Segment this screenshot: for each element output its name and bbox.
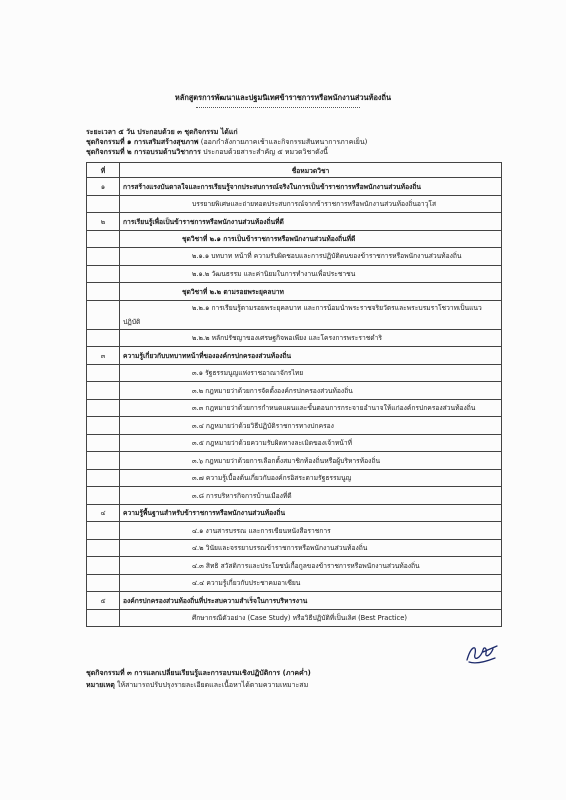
row-number	[87, 522, 120, 540]
table-row	[87, 557, 502, 575]
row-number	[87, 300, 120, 329]
row-subject: ๓.๗ ความรู้เบื้องต้นเกี่ยวกับองค์กรอิสระตามรัฐธรรมนูญ	[120, 469, 502, 487]
table-row	[87, 609, 502, 627]
curriculum-table	[86, 162, 502, 627]
row-subject: ๓.๑ รัฐธรรมนูญแห่งราชอาณาจักรไทย	[120, 364, 502, 382]
row-number	[87, 382, 120, 400]
table-row	[87, 417, 502, 435]
table-row	[87, 283, 502, 301]
intro-duration-text: ระยะเวลา ๕ วัน ประกอบด้วย ๓ ชุดกิจกรรม ได้แก่	[86, 128, 238, 136]
table-row	[87, 230, 502, 248]
table-row	[87, 178, 502, 196]
row-subject: การสร้างแรงบันดาลใจและการเรียนรู้จากประสบการณ์จริงในการเป็นข้าราชการหรือพนักงานส่วนท้องถิ่น	[120, 178, 502, 196]
row-number	[87, 399, 120, 417]
table-row	[87, 452, 502, 470]
row-subject: ๓.๔ กฎหมายว่าด้วยวิธีปฏิบัติราชการทางปกครอง	[120, 417, 502, 435]
table-header-row	[87, 163, 502, 178]
row-subject: ๒.๒.๑ การเรียนรู้ตามรอยพระยุคลบาท และการน้อมนำพระราชจริยวัตรและพระบรมราโชวาทเป็นแนวปฏิบัติ	[120, 300, 502, 329]
activity-3	[86, 668, 311, 679]
remark-label: หมายเหตุ	[86, 681, 115, 689]
header-number: ที่	[87, 163, 120, 178]
table-row	[87, 504, 502, 522]
row-subject: ชุดวิชาที่ ๒.๑ การเป็นข้าราชการหรือพนักงานส่วนท้องถิ่นที่ดี	[120, 230, 502, 248]
table-row	[87, 300, 502, 329]
row-subject: ๓.๕ กฎหมายว่าด้วยความรับผิดทางละเมิดของเจ้าหน้าที่	[120, 434, 502, 452]
activity-2-label: ชุดกิจกรรมที่ ๒ การอบรมด้านวิชาการ	[86, 148, 201, 156]
row-subject: ๓.๘ การบริหารกิจการบ้านเมืองที่ดี	[120, 487, 502, 505]
table-row	[87, 574, 502, 592]
intro-activity-2	[86, 147, 328, 158]
table-row	[87, 195, 502, 213]
row-subject: ๓.๒ กฎหมายว่าด้วยการจัดตั้งองค์กรปกครองส่วนท้องถิ่น	[120, 382, 502, 400]
table-row	[87, 265, 502, 283]
row-number	[87, 230, 120, 248]
row-number: ๒	[87, 213, 120, 231]
row-number	[87, 452, 120, 470]
row-number: ๕	[87, 592, 120, 610]
row-number: ๓	[87, 347, 120, 365]
table-row	[87, 469, 502, 487]
table-row	[87, 248, 502, 266]
row-number	[87, 434, 120, 452]
table-row	[87, 539, 502, 557]
remark	[86, 680, 308, 691]
activity-1-label: ชุดกิจกรรมที่ ๑ การเสริมสร้างสุขภาพ	[86, 138, 199, 146]
row-subject: ๔.๓ สิทธิ สวัสดิการและประโยชน์เกื้อกูลของข้าราชการหรือพนักงานส่วนท้องถิ่น	[120, 557, 502, 575]
row-number	[87, 609, 120, 627]
table-row	[87, 522, 502, 540]
row-number	[87, 469, 120, 487]
row-subject: ความรู้เกี่ยวกับบทบาทหน้าที่ขององค์กรปกครองส่วนท้องถิ่น	[120, 347, 502, 365]
row-subject: ๔.๒ วินัยและจรรยาบรรณข้าราชการหรือพนักงานส่วนท้องถิ่น	[120, 539, 502, 557]
row-number	[87, 364, 120, 382]
row-subject: ศึกษากรณีตัวอย่าง (Case Study) หรือวิธีปฏิบัติที่เป็นเลิศ (Best Practice)	[120, 609, 502, 627]
table-row	[87, 434, 502, 452]
row-number	[87, 487, 120, 505]
remark-text: ให้สามารถปรับปรุงรายละเอียดและเนื้อหาได้ตามความเหมาะสม	[114, 681, 309, 689]
row-number	[87, 574, 120, 592]
row-subject: ชุดวิชาที่ ๒.๒ ตามรอยพระยุคลบาท	[120, 283, 502, 301]
row-subject: ๓.๓ กฎหมายว่าด้วยการกำหนดแผนและขั้นตอนการกระจายอำนาจให้แก่องค์กรปกครองส่วนท้องถิ่น	[120, 399, 502, 417]
table-row	[87, 487, 502, 505]
table-row	[87, 399, 502, 417]
header-subject: ชื่อหมวดวิชา	[120, 163, 502, 178]
table-row	[87, 382, 502, 400]
table-row	[87, 347, 502, 365]
row-number	[87, 417, 120, 435]
row-subject: ๒.๑.๒ วัฒนธรรม และค่านิยมในการทำงานเพื่อประชาชน	[120, 265, 502, 283]
row-subject: ๒.๒.๒ หลักปรัชญาของเศรษฐกิจพอเพียง และโครงการพระราชดำริ	[120, 329, 502, 347]
document-title: หลักสูตรการพัฒนาและปฐมนิเทศข้าราชการหรือพนักงานส่วนท้องถิ่น	[174, 93, 392, 102]
row-subject: ๓.๖ กฎหมายว่าด้วยการเลือกตั้งสมาชิกท้องถิ่นหรือผู้บริหารท้องถิ่น	[120, 452, 502, 470]
row-subject: ๒.๑.๑ บทบาท หน้าที่ ความรับผิดชอบและการปฏิบัติตนของข้าราชการหรือพนักงานส่วนท้องถิ่น	[120, 248, 502, 266]
row-subject: ๔.๑ งานสารบรรณ และการเขียนหนังสือราชการ	[120, 522, 502, 540]
row-number: ๑	[87, 178, 120, 196]
table-row	[87, 213, 502, 231]
table-row	[87, 364, 502, 382]
row-subject: การเรียนรู้เพื่อเป็นข้าราชการหรือพนักงานส่วนท้องถิ่นที่ดี	[120, 213, 502, 231]
row-number	[87, 265, 120, 283]
row-subject: บรรยายพิเศษและถ่ายทอดประสบการณ์จากข้าราชการหรือพนักงานส่วนท้องถิ่นอาวุโส	[120, 195, 502, 213]
table-row	[87, 329, 502, 347]
table-row	[87, 592, 502, 610]
row-number	[87, 329, 120, 347]
row-number: ๔	[87, 504, 120, 522]
handwritten-signature-icon	[463, 640, 499, 666]
row-number	[87, 283, 120, 301]
activity-1-detail: (ออกกำลังกายภาคเช้าและกิจกรรมสันทนาการภาคเย็น)	[198, 138, 368, 146]
row-number	[87, 557, 120, 575]
row-number	[87, 248, 120, 266]
row-subject: ความรู้พื้นฐานสำหรับข้าราชการหรือพนักงานส่วนท้องถิ่น	[120, 504, 502, 522]
row-subject: องค์กรปกครองส่วนท้องถิ่นที่ประสบความสำเร็จในการบริหารงาน	[120, 592, 502, 610]
row-number	[87, 195, 120, 213]
row-number	[87, 539, 120, 557]
activity-3-text: ชุดกิจกรรมที่ ๓ การแลกเปลี่ยนเรียนรู้และการอบรมเชิงปฏิบัติการ (ภาคค่ำ)	[86, 669, 311, 677]
row-subject: ๔.๔ ความรู้เกี่ยวกับประชาคมอาเซียน	[120, 574, 502, 592]
table-body	[87, 178, 502, 627]
title-underline	[196, 107, 360, 108]
activity-2-detail: ประกอบด้วยสาระสำคัญ ๕ หมวดวิชาดังนี้	[200, 148, 328, 156]
